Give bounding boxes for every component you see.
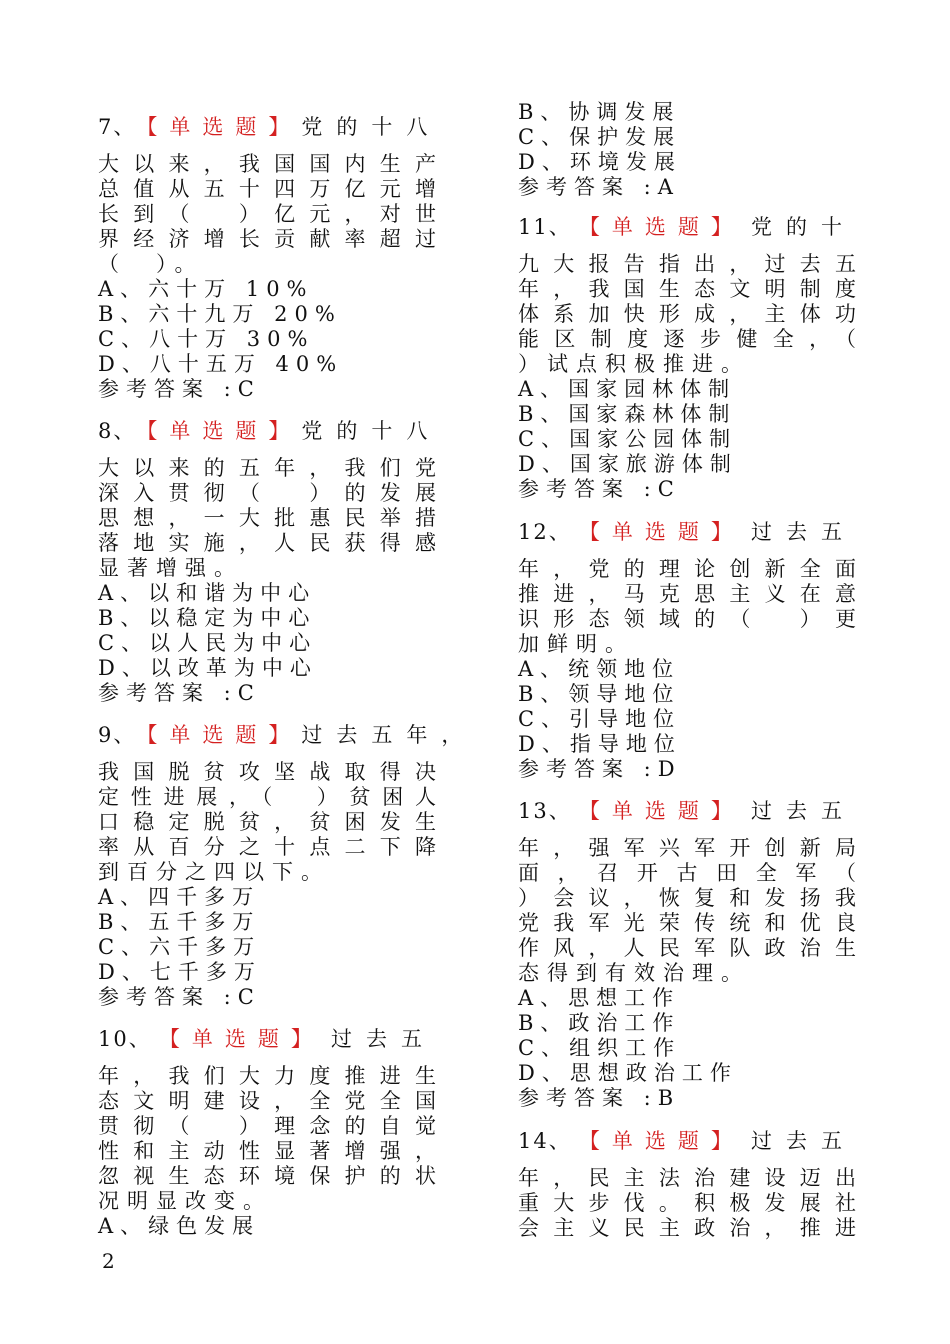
question-13	[518, 797, 856, 1111]
question-stem	[518, 252, 856, 377]
option-a: A、六十万 10%	[98, 277, 314, 301]
question-header	[98, 417, 442, 445]
stem-line: 大以来，我国国内生产	[98, 152, 436, 176]
answer: 参考答案 :B	[518, 1086, 681, 1110]
option-b: B、协调发展	[518, 100, 681, 124]
answer: 参考答案 :C	[98, 985, 261, 1009]
stem-line: 显著增强。	[98, 556, 243, 580]
stem-line: 性和主动性显著增强，	[98, 1139, 436, 1163]
option-b: B、六十九万 20%	[98, 302, 342, 326]
stem-line: 推进，马克思主义在意	[518, 582, 856, 606]
question-9	[98, 721, 477, 1010]
answer: 参考答案 :A	[518, 175, 680, 199]
question-type-tag: 【单选题】	[578, 799, 744, 823]
question-lead: 过去五	[750, 520, 856, 544]
stem-line: 到百分之四以下。	[98, 860, 330, 884]
stem-line: 年，我们大力度推进生	[98, 1064, 436, 1088]
stem-line: ）会议，恢复和发扬我	[518, 886, 856, 910]
stem-line: 长到（ ）亿元，对世	[98, 202, 436, 226]
stem-line: 态文明建设，全党全国	[98, 1089, 436, 1113]
question-number: 11、	[518, 215, 572, 239]
question-number: 8、	[98, 419, 137, 443]
question-number: 10、	[98, 1027, 152, 1051]
stem-line: 落地实施，人民获得感	[98, 531, 436, 555]
stem-line: 加鲜明。	[518, 632, 634, 656]
stem-line: 识形态领域的（ ）更	[518, 607, 856, 631]
question-12	[518, 518, 856, 782]
question-stem	[518, 557, 856, 657]
question-header	[518, 518, 856, 546]
question-14	[518, 1127, 856, 1241]
question-10	[98, 1025, 436, 1239]
stem-line: 思想，一大批惠民举措	[98, 506, 436, 530]
question-type-tag: 【单选题】	[136, 419, 302, 443]
question-stem	[98, 760, 436, 885]
question-number: 13、	[518, 799, 572, 823]
stem-line: 会主义民主政治，推进	[518, 1216, 856, 1240]
option-c: C、引导地位	[518, 707, 682, 731]
stem-line: 我国脱贫攻坚战取得决	[98, 760, 436, 784]
stem-line: 党我军光荣传统和优良	[518, 911, 856, 935]
option-a: A、思想工作	[518, 986, 681, 1010]
question-number: 14、	[518, 1129, 572, 1153]
question-8	[98, 417, 442, 706]
answer: 参考答案 :C	[98, 681, 261, 705]
stem-line: 体系加快形成，主体功	[518, 302, 856, 326]
option-d: D、环境发展	[518, 150, 682, 174]
stem-line: 年，党的理论创新全面	[518, 557, 856, 581]
stem-line: 年，民主法治建设迈出	[518, 1166, 856, 1190]
stem-line: 九大报告指出，过去五	[518, 252, 856, 276]
option-d: D、以改革为中心	[98, 656, 318, 680]
question-header	[98, 113, 442, 141]
stem-line: 界经济增长贡献率超过	[98, 227, 436, 251]
stem-line: 定性进展，（ ）贫困人	[98, 785, 436, 809]
question-type-tag: 【单选题】	[578, 215, 744, 239]
option-a: A、绿色发展	[98, 1214, 261, 1238]
question-type-tag: 【单选题】	[578, 1129, 744, 1153]
option-a: A、统领地位	[518, 657, 681, 681]
page-number: 2	[102, 1249, 115, 1273]
question-lead: 过去五	[750, 1129, 856, 1153]
stem-line: 大以来的五年，我们党	[98, 456, 436, 480]
question-stem	[518, 1166, 856, 1241]
answer: 参考答案 :C	[98, 377, 261, 401]
question-lead: 过去五	[750, 799, 856, 823]
stem-line: 年，我国生态文明制度	[518, 277, 856, 301]
question-header	[98, 721, 477, 749]
question-number: 12、	[518, 520, 572, 544]
stem-line: 能区制度逐步健全，（	[518, 327, 856, 351]
stem-line: 忽视生态环境保护的状	[98, 1164, 436, 1188]
option-c: C、组织工作	[518, 1036, 682, 1060]
question-7	[98, 113, 442, 402]
question-header	[518, 797, 856, 825]
question-header	[518, 1127, 856, 1155]
option-d: D、八十五万 40%	[98, 352, 344, 376]
option-a: A、国家园林体制	[518, 377, 737, 401]
stem-line: 总值从五十四万亿元增	[98, 177, 436, 201]
option-d: D、七千多万	[98, 960, 262, 984]
question-stem	[518, 836, 856, 986]
stem-line: 作风，人民军队政治生	[518, 936, 856, 960]
stem-line: 口稳定脱贫，贫困发生	[98, 810, 436, 834]
option-c: C、八十万 30%	[98, 327, 315, 351]
question-stem	[98, 152, 436, 277]
question-lead: 党的十	[750, 215, 856, 239]
stem-line: 态得到有效治理。	[518, 961, 750, 985]
question-lead: 过去五	[330, 1027, 436, 1051]
question-type-tag: 【单选题】	[158, 1027, 324, 1051]
option-a: A、四千多万	[98, 885, 261, 909]
question-number: 9、	[98, 723, 137, 747]
stem-line: （ ）。	[98, 252, 204, 276]
question-lead: 过去五年，	[301, 723, 477, 747]
option-b: B、五千多万	[98, 910, 261, 934]
question-10-continued	[518, 100, 856, 200]
option-c: C、保护发展	[518, 125, 682, 149]
question-stem	[98, 456, 436, 581]
stem-line: 年，强军兴军开创新局	[518, 836, 856, 860]
option-b: B、以稳定为中心	[98, 606, 317, 630]
stem-line: 重大步伐。积极发展社	[518, 1191, 856, 1215]
question-type-tag: 【单选题】	[136, 723, 302, 747]
stem-line: 况明显改变。	[98, 1189, 272, 1213]
option-b: B、国家森林体制	[518, 402, 737, 426]
answer: 参考答案 :D	[518, 757, 682, 781]
question-header	[518, 213, 856, 241]
answer: 参考答案 :C	[518, 477, 681, 501]
option-d: D、思想政治工作	[518, 1061, 738, 1085]
stem-line: 贯彻（ ）理念的自觉	[98, 1114, 436, 1138]
option-b: B、政治工作	[518, 1011, 681, 1035]
question-lead: 党的十八	[301, 115, 442, 139]
question-lead: 党的十八	[301, 419, 442, 443]
question-header	[98, 1025, 436, 1053]
option-c: C、六千多万	[98, 935, 262, 959]
question-type-tag: 【单选题】	[136, 115, 302, 139]
stem-line: 率从百分之十点二下降	[98, 835, 436, 859]
stem-line: ）试点积极推进。	[518, 352, 750, 376]
stem-line: 面，召开古田全军（	[518, 861, 856, 885]
question-stem	[98, 1064, 436, 1214]
question-number: 7、	[98, 115, 137, 139]
option-b: B、领导地位	[518, 682, 681, 706]
question-type-tag: 【单选题】	[578, 520, 744, 544]
option-c: C、以人民为中心	[98, 631, 318, 655]
option-d: D、国家旅游体制	[518, 452, 738, 476]
option-d: D、指导地位	[518, 732, 682, 756]
option-c: C、国家公园体制	[518, 427, 738, 451]
option-a: A、以和谐为中心	[98, 581, 317, 605]
stem-line: 深入贯彻（ ）的发展	[98, 481, 436, 505]
question-11	[518, 213, 856, 502]
